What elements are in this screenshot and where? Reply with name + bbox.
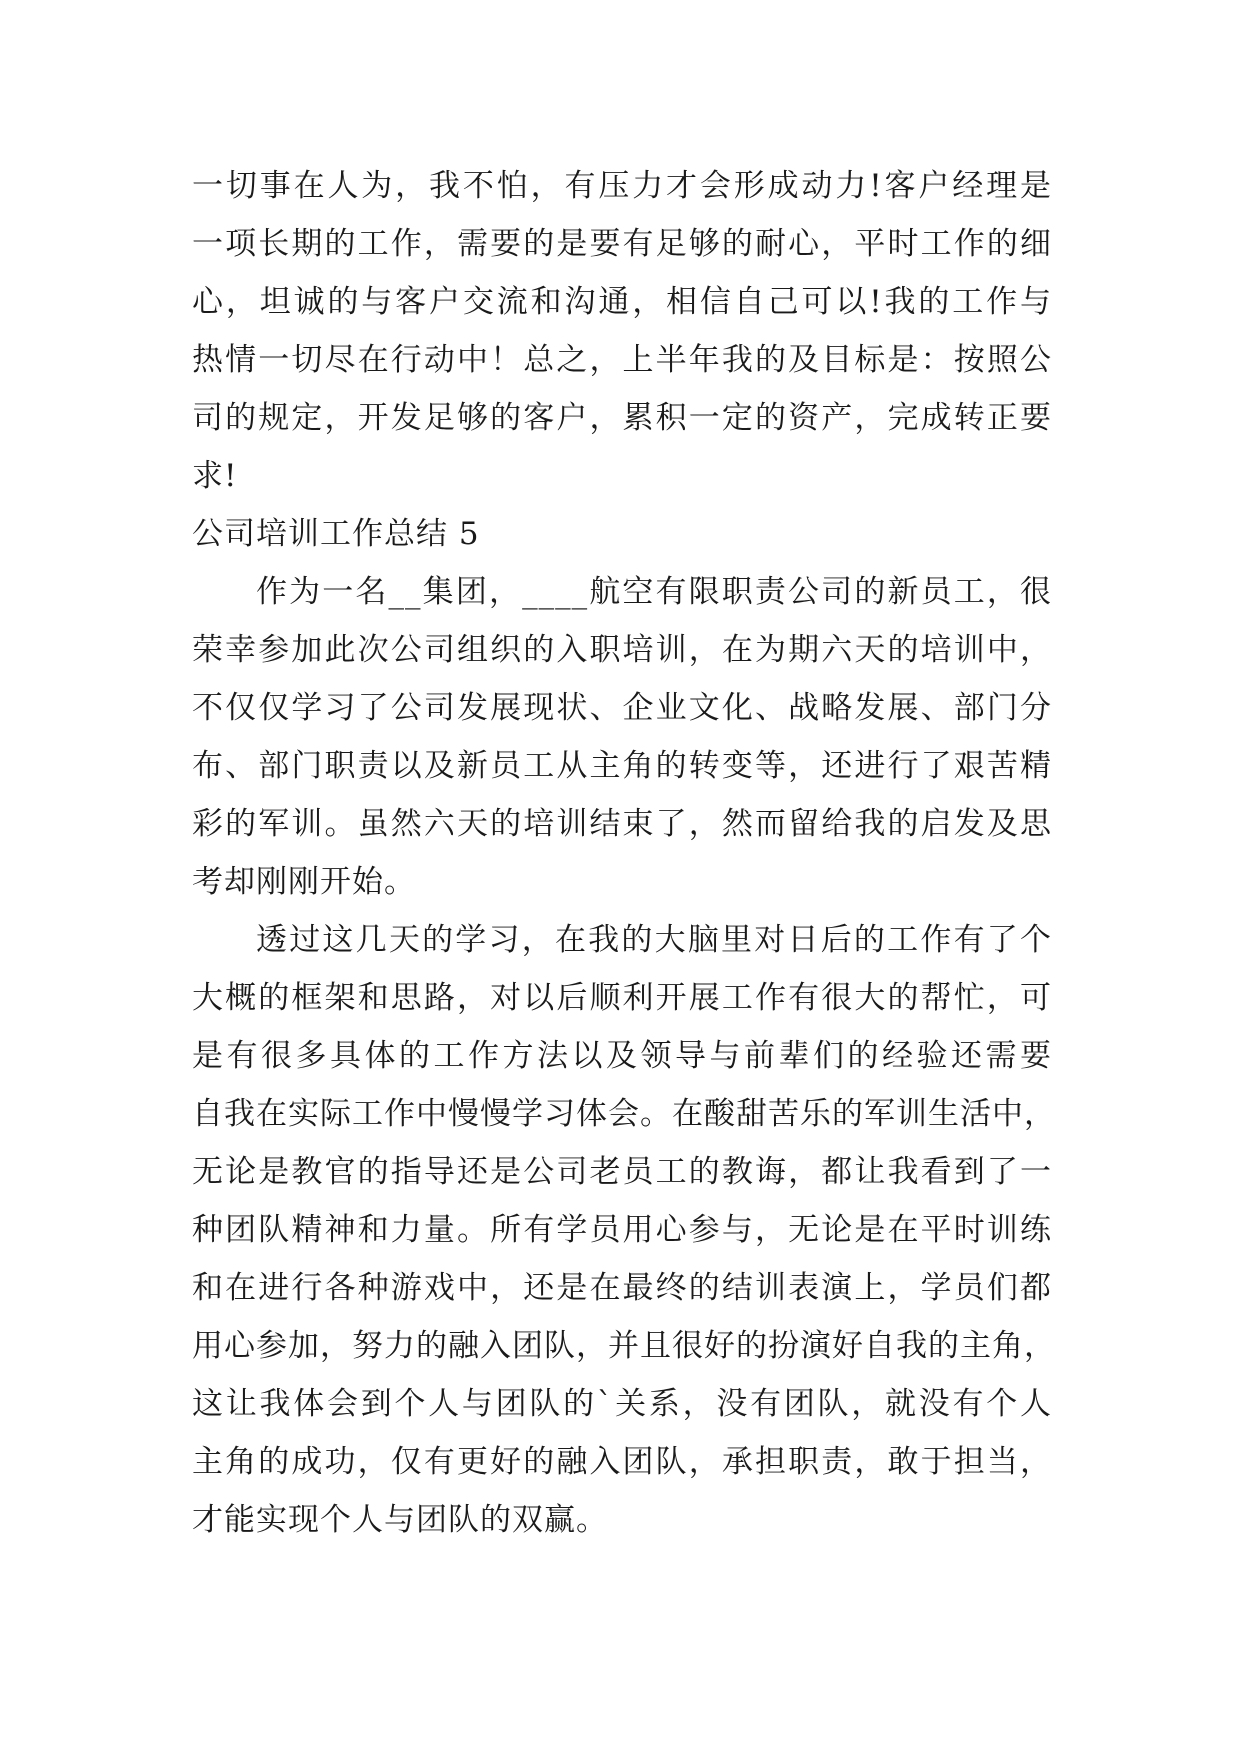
text-line: 求! — [192, 458, 238, 494]
text-line: 种团队精神和力量。所有学员用心参与，无论是在平时训练 — [192, 1212, 1052, 1248]
text-line: 大概的框架和思路，对以后顺利开展工作有很大的帮忙，可 — [192, 980, 1052, 1016]
text-line: 彩的军训。虽然六天的培训结束了，然而留给我的启发及思 — [192, 806, 1052, 842]
text-line: 一项长期的工作，需要的是要有足够的耐心，平时工作的细 — [192, 226, 1052, 262]
section-heading: 公司培训工作总结 5 — [192, 516, 480, 552]
text-line: 才能实现个人与团队的双赢。 — [192, 1502, 608, 1538]
text-line: 透过这几天的学习，在我的大脑里对日后的工作有了个 — [256, 922, 1052, 958]
text-line: 主角的成功，仅有更好的融入团队，承担职责，敢于担当， — [192, 1444, 1052, 1480]
text-line: 是有很多具体的工作方法以及领导与前辈们的经验还需要 — [192, 1038, 1052, 1074]
text-line: 一切事在人为，我不怕，有压力才会形成动力!客户经理是 — [192, 168, 1052, 204]
text-line: 用心参加，努力的融入团队，并且很好的扮演好自我的主角， — [192, 1328, 1056, 1364]
text-line: 心，坦诚的与客户交流和沟通，相信自己可以!我的工作与 — [192, 284, 1052, 320]
text-line: 和在进行各种游戏中，还是在最终的结训表演上，学员们都 — [192, 1270, 1052, 1306]
text-line: 自我在实际工作中慢慢学习体会。在酸甜苦乐的军训生活中， — [192, 1096, 1056, 1132]
text-line: 无论是教官的指导还是公司老员工的教诲，都让我看到了一 — [192, 1154, 1052, 1190]
text-line: 考却刚刚开始。 — [192, 864, 416, 900]
text-line: 这让我体会到个人与团队的`关系，没有团队，就没有个人 — [192, 1386, 1052, 1422]
text-line: 不仅仅学习了公司发展现状、企业文化、战略发展、部门分 — [192, 690, 1052, 726]
text-line: 作为一名__集团，____航空有限职责公司的新员工，很 — [256, 574, 1052, 610]
text-line: 荣幸参加此次公司组织的入职培训，在为期六天的培训中， — [192, 632, 1052, 668]
text-line: 司的规定，开发足够的客户，累积一定的资产，完成转正要 — [192, 400, 1052, 436]
text-line: 布、部门职责以及新员工从主角的转变等，还进行了艰苦精 — [192, 748, 1052, 784]
text-line: 热情一切尽在行动中！总之，上半年我的及目标是：按照公 — [192, 342, 1052, 378]
